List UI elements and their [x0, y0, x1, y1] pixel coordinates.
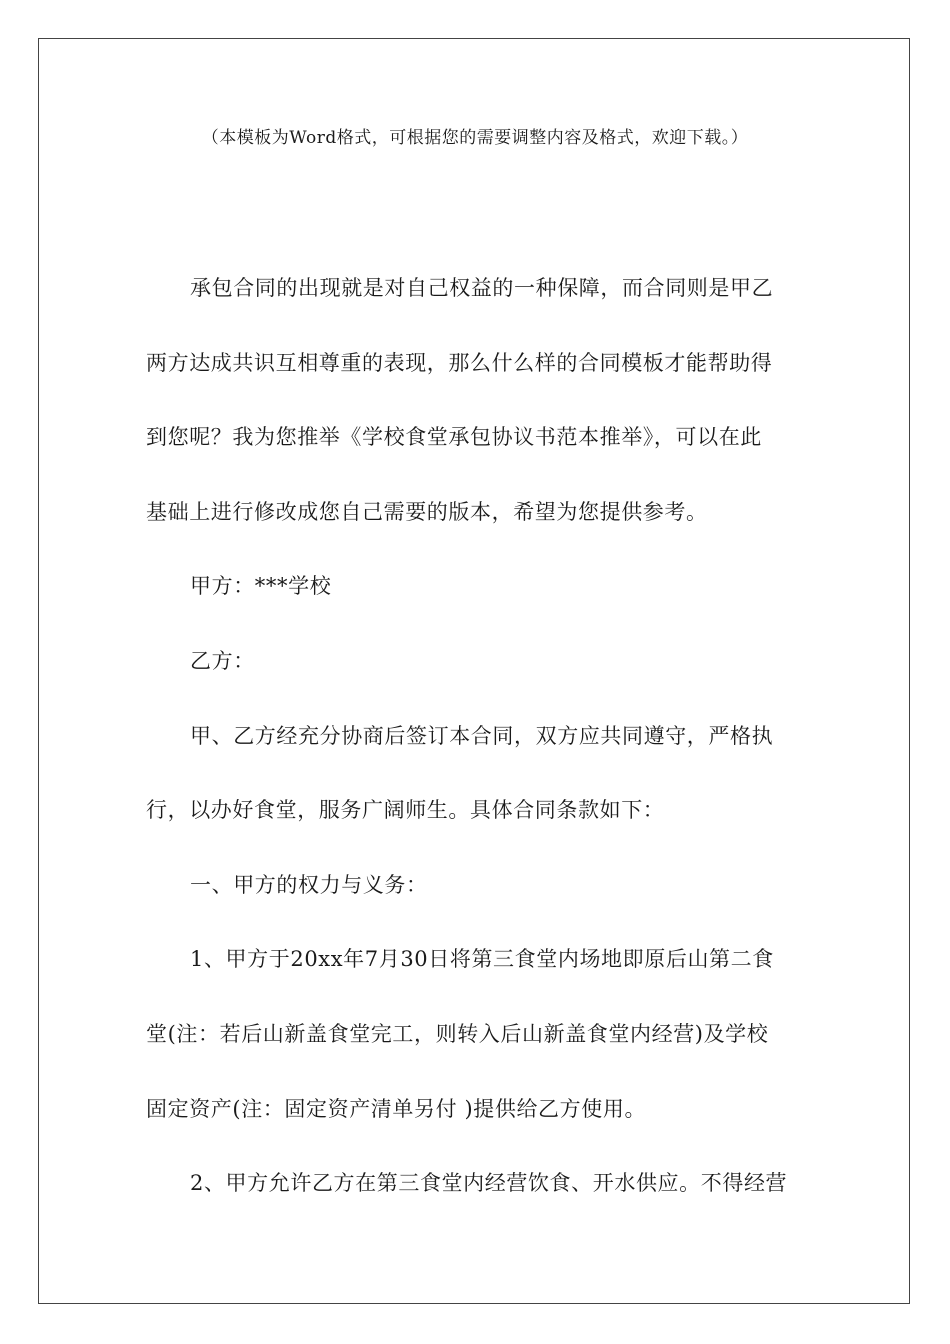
paragraph-line: 堂(注：若后山新盖食堂完工，则转入后山新盖食堂内经营)及学校	[146, 1021, 769, 1046]
paragraph-line: 2、甲方允许乙方在第三食堂内经营饮食、开水供应。不得经营	[190, 1171, 788, 1196]
template-note: （本模板为Word格式，可根据您的需要调整内容及格式，欢迎下载。）	[201, 128, 749, 148]
paragraph-line: 乙方：	[190, 648, 255, 673]
paragraph-line: 基础上进行修改成您自己需要的版本，希望为您提供参考。	[146, 499, 708, 524]
paragraph-line: 甲方：***学校	[190, 574, 332, 599]
document-body	[146, 268, 808, 1238]
paragraph-line: 两方达成共识互相尊重的表现，那么什么样的合同模板才能帮助得	[146, 350, 773, 375]
paragraph-line: 行，以办好食堂，服务广阔师生。具体合同条款如下：	[146, 798, 665, 823]
paragraph-line: 甲、乙方经充分协商后签订本合同，双方应共同遵守，严格执	[190, 723, 774, 748]
paragraph-line: 1、甲方于20xx年7月30日将第三食堂内场地即原后山第二食	[190, 947, 774, 972]
paragraph-line: 固定资产(注：固定资产清单另付 )提供给乙方使用。	[146, 1096, 647, 1121]
paragraph-line: 一、甲方的权力与义务：	[190, 872, 428, 897]
paragraph-line: 到您呢？我为您推举《学校食堂承包协议书范本推举》，可以在此	[146, 425, 762, 450]
paragraph-line: 承包合同的出现就是对自己权益的一种保障，而合同则是甲乙	[190, 276, 774, 300]
